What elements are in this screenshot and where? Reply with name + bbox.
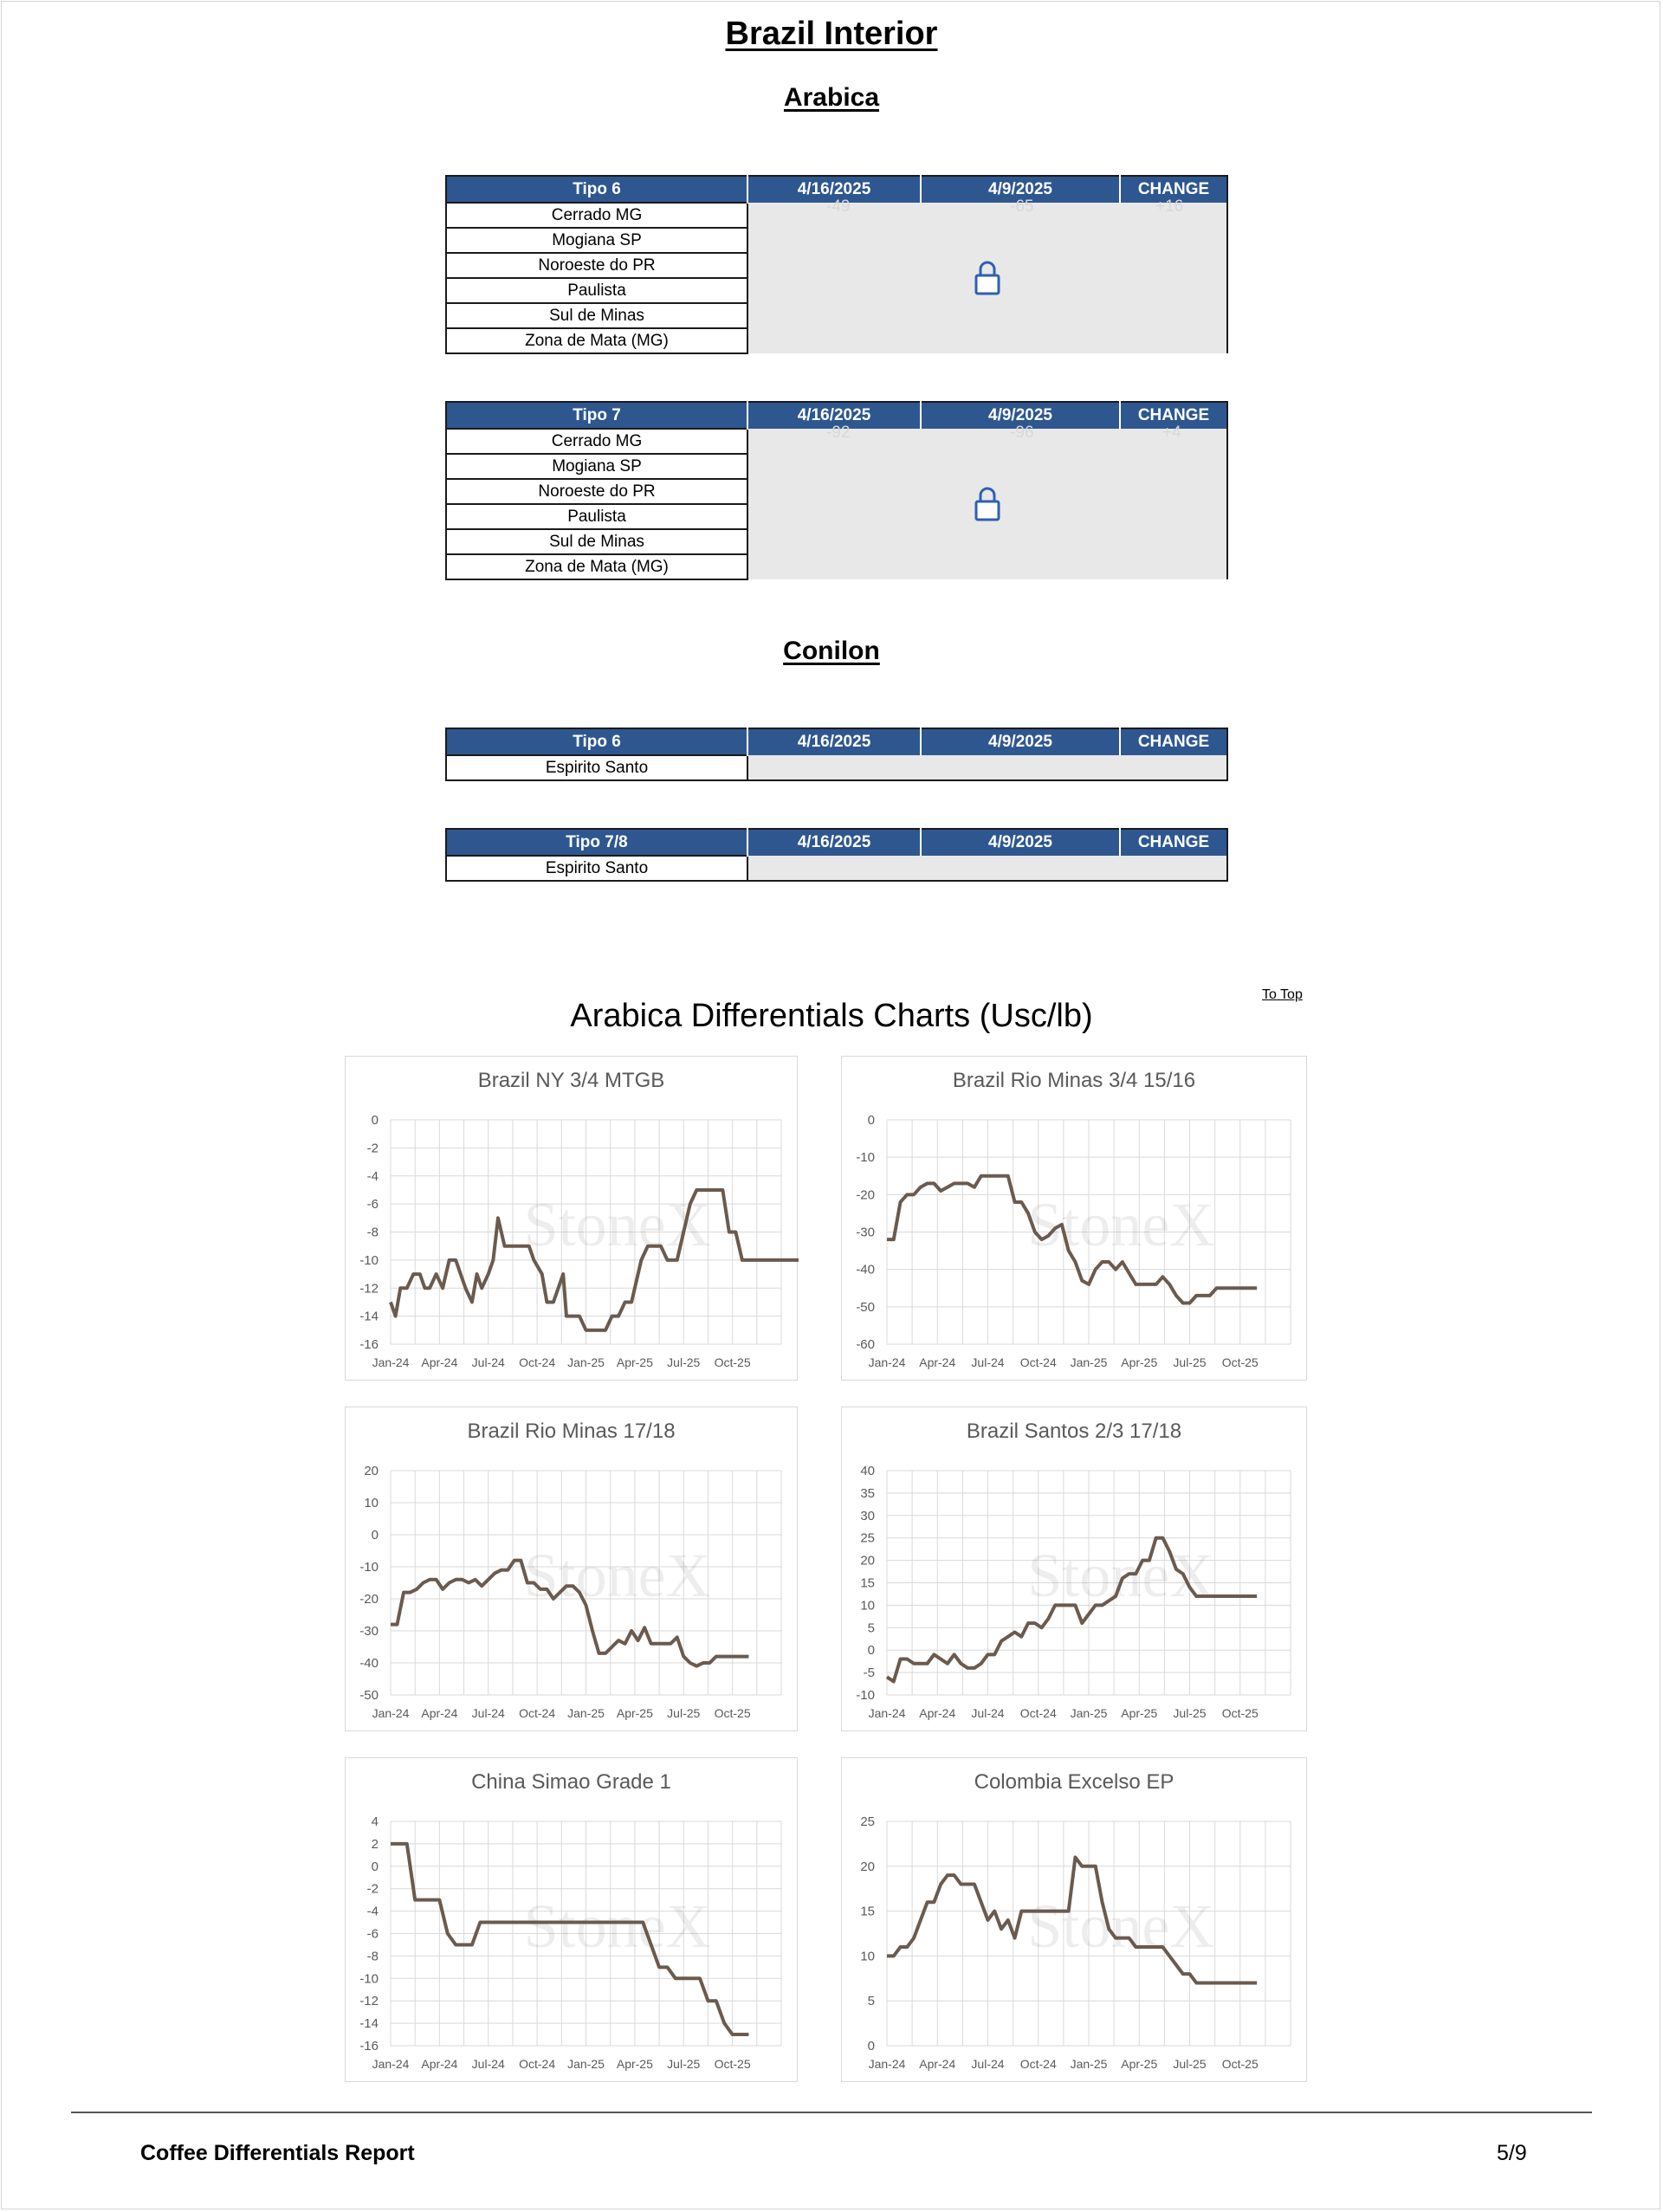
y-tick-label: -14 [359, 2016, 379, 2032]
faint-value: -49 [826, 197, 851, 216]
locked-area [747, 856, 1227, 881]
watermark: StoneX [1027, 1541, 1215, 1611]
x-tick-label: Jan-24 [372, 2057, 410, 2071]
y-tick-label: 30 [860, 1508, 875, 1523]
chart-title: Brazil Santos 2/3 17/18 [966, 1420, 1182, 1443]
x-tick-label: Oct-25 [714, 2057, 751, 2071]
table-row [446, 429, 1227, 454]
y-tick-label: 4 [371, 1814, 379, 1829]
y-tick-label: -10 [359, 1560, 379, 1575]
x-tick-label: Oct-25 [714, 1706, 751, 1720]
y-tick-label: -12 [359, 1994, 379, 2009]
row-label: Paulista [446, 504, 747, 529]
x-tick-label: Oct-24 [519, 2057, 556, 2071]
header-date-current: 4/16/2025 [747, 176, 921, 203]
x-tick-label: Jan-25 [567, 1706, 605, 1720]
locked-area [747, 424, 1227, 579]
x-tick-label: Apr-25 [1121, 1355, 1158, 1369]
header-date-previous: 4/9/2025 [921, 728, 1120, 755]
y-tick-label: 0 [867, 1113, 875, 1128]
faint-value: -92 [826, 424, 851, 442]
x-tick-label: Jul-24 [971, 1355, 1005, 1369]
x-tick-label: Jul-25 [1173, 1706, 1207, 1720]
footer-report-name: Coffee Differentials Report [140, 2141, 415, 2165]
y-tick-label: -14 [359, 1309, 379, 1324]
row-label: Zona de Mata (MG) [446, 328, 747, 353]
header-change: CHANGE [1120, 829, 1227, 856]
chart-panel [841, 1056, 1307, 1381]
header-change: CHANGE [1120, 728, 1227, 755]
x-tick-label: Jan-24 [372, 1706, 410, 1720]
chart-title: Brazil NY 3/4 MTGB [477, 1069, 665, 1092]
padlock-icon [974, 260, 1001, 296]
header-type: Tipo 7 [446, 402, 747, 429]
x-tick-label: Apr-24 [421, 1355, 458, 1369]
x-tick-label: Jan-24 [868, 1706, 906, 1720]
x-tick-label: Apr-24 [919, 1706, 956, 1720]
y-tick-label: -10 [359, 1971, 379, 1987]
chart-title: China Simao Grade 1 [471, 1770, 671, 1794]
chart-svg [346, 1758, 799, 2083]
x-tick-label: Jul-24 [471, 2057, 505, 2071]
row-label: Zona de Mata (MG) [446, 554, 747, 579]
table-header-row [446, 728, 1227, 755]
y-tick-label: -30 [359, 1624, 379, 1639]
x-tick-label: Apr-24 [919, 2057, 956, 2071]
y-tick-label: 40 [860, 1464, 875, 1478]
x-tick-label: Oct-25 [1221, 1706, 1259, 1720]
y-tick-label: 0 [867, 2039, 875, 2054]
x-tick-label: Oct-25 [1221, 1355, 1259, 1369]
y-tick-label: 35 [860, 1485, 875, 1501]
y-tick-label: 10 [364, 1496, 379, 1510]
x-tick-label: Apr-25 [616, 2057, 653, 2071]
x-tick-label: Jul-25 [1173, 2057, 1207, 2071]
y-tick-label: -30 [856, 1225, 875, 1240]
y-tick-label: -12 [359, 1281, 379, 1297]
y-tick-label: -20 [359, 1592, 379, 1607]
header-date-current: 4/16/2025 [747, 728, 921, 755]
padlock-icon [974, 486, 1001, 522]
row-label: Espirito Santo [446, 755, 747, 780]
watermark: StoneX [1027, 1190, 1215, 1260]
watermark: StoneX [523, 1541, 711, 1611]
x-tick-label: Oct-24 [519, 1706, 556, 1720]
chart-title: Brazil Rio Minas 3/4 15/16 [952, 1069, 1196, 1092]
y-tick-label: -6 [366, 1926, 379, 1942]
x-tick-label: Jul-24 [971, 1706, 1005, 1720]
y-tick-label: 2 [371, 1836, 379, 1852]
x-tick-label: Oct-25 [1221, 2057, 1259, 2071]
x-tick-label: Jul-25 [667, 1706, 701, 1720]
x-tick-label: Jan-25 [1070, 1706, 1108, 1720]
x-tick-label: Apr-24 [919, 1355, 956, 1369]
x-tick-label: Jan-24 [868, 2057, 906, 2071]
y-tick-label: 10 [860, 1949, 875, 1964]
y-tick-label: 0 [371, 1113, 379, 1128]
x-tick-label: Apr-25 [616, 1355, 653, 1369]
x-tick-label: Jan-25 [567, 2057, 605, 2071]
y-tick-label: -50 [856, 1299, 875, 1315]
table-header-row [446, 829, 1227, 856]
to-top-link[interactable]: To Top [1262, 987, 1303, 1002]
y-tick-label: -16 [359, 2039, 379, 2054]
watermark: StoneX [1027, 1892, 1215, 1962]
y-tick-label: -8 [366, 1949, 379, 1964]
header-date-previous: 4/9/2025 [921, 829, 1120, 856]
row-label: Mogiana SP [446, 228, 747, 253]
row-label: Paulista [446, 278, 747, 303]
footer-page-number: 5/9 [1497, 2141, 1527, 2165]
y-tick-label: -10 [856, 1150, 875, 1166]
x-tick-label: Jan-25 [567, 1355, 605, 1369]
x-tick-label: Jan-25 [1070, 1355, 1108, 1369]
y-tick-label: -2 [366, 1881, 379, 1897]
x-tick-label: Jul-25 [1173, 1355, 1207, 1369]
table-conilon-tipo6 [445, 728, 1228, 781]
y-tick-label: 25 [860, 1530, 875, 1546]
y-tick-label: -10 [359, 1252, 379, 1268]
y-tick-label: 5 [867, 1994, 875, 2009]
header-change: CHANGE [1120, 176, 1227, 203]
chart-panel [345, 1056, 798, 1381]
y-tick-label: -2 [366, 1141, 379, 1156]
faint-value: +4 [1162, 424, 1181, 442]
x-tick-label: Jan-24 [372, 1355, 410, 1369]
y-tick-label: -4 [366, 1168, 379, 1184]
chart-svg [346, 1057, 799, 1381]
chart-svg [842, 1758, 1308, 2083]
x-tick-label: Oct-24 [1019, 1706, 1057, 1720]
y-tick-label: 15 [860, 1904, 875, 1919]
header-date-previous: 4/9/2025 [921, 402, 1120, 429]
table-row [446, 203, 1227, 228]
watermark: StoneX [523, 1190, 711, 1260]
chart-panel [841, 1407, 1307, 1731]
y-tick-label: 5 [867, 1620, 875, 1636]
chart-svg [842, 1407, 1308, 1732]
y-tick-label: 25 [860, 1814, 875, 1829]
y-tick-label: -20 [856, 1187, 875, 1203]
faint-value: -96 [1010, 424, 1034, 442]
x-tick-label: Oct-24 [1019, 1355, 1057, 1369]
y-tick-label: -40 [359, 1656, 379, 1671]
row-label: Noroeste do PR [446, 253, 747, 278]
header-type: Tipo 6 [446, 176, 747, 203]
x-tick-label: Oct-24 [519, 1355, 556, 1369]
chart-svg [346, 1407, 799, 1732]
y-tick-label: -5 [863, 1665, 875, 1681]
y-tick-label: 20 [364, 1464, 379, 1478]
chart-title: Brazil Rio Minas 17/18 [467, 1420, 676, 1443]
y-tick-label: 10 [860, 1598, 875, 1614]
watermark: StoneX [523, 1892, 711, 1962]
y-tick-label: 0 [867, 1643, 875, 1659]
table-arabica-tipo7 [445, 401, 1228, 580]
x-tick-label: Jul-24 [971, 2057, 1005, 2071]
faint-value: -65 [1010, 197, 1034, 216]
locked-area [747, 197, 1227, 353]
y-tick-label: -60 [856, 1337, 875, 1352]
x-tick-label: Apr-24 [421, 1706, 458, 1720]
faint-value: +16 [1155, 197, 1184, 216]
x-tick-label: Oct-24 [1019, 2057, 1057, 2071]
y-tick-label: -50 [359, 1688, 379, 1703]
x-tick-label: Jul-24 [471, 1355, 505, 1369]
y-tick-label: -6 [366, 1197, 379, 1213]
x-tick-label: Apr-24 [421, 2057, 458, 2071]
table-row [446, 856, 1227, 881]
header-change: CHANGE [1120, 402, 1227, 429]
section-conilon: Conilon [783, 637, 880, 665]
x-tick-label: Jul-25 [667, 1355, 701, 1369]
footer-divider [71, 2112, 1592, 2113]
y-tick-label: -4 [366, 1904, 379, 1919]
locked-area [747, 755, 1227, 780]
page-title: Brazil Interior [725, 16, 938, 52]
y-tick-label: -16 [359, 1337, 379, 1352]
y-tick-label: 20 [860, 1859, 875, 1874]
x-tick-label: Apr-25 [616, 1706, 653, 1720]
table-arabica-tipo6 [445, 175, 1228, 354]
row-label: Sul de Minas [446, 303, 747, 328]
chart-panel [841, 1757, 1307, 2082]
y-tick-label: 15 [860, 1575, 875, 1591]
row-label: Mogiana SP [446, 454, 747, 479]
y-tick-label: 0 [371, 1528, 379, 1543]
y-tick-label: -40 [856, 1262, 875, 1277]
section-arabica: Arabica [783, 83, 880, 112]
y-tick-label: 0 [371, 1859, 379, 1874]
y-tick-label: -10 [856, 1688, 875, 1703]
chart-title: Colombia Excelso EP [974, 1770, 1174, 1794]
y-tick-label: 20 [860, 1553, 875, 1568]
header-type: Tipo 6 [446, 728, 747, 755]
x-tick-label: Jul-24 [471, 1706, 505, 1720]
header-date-current: 4/16/2025 [747, 402, 921, 429]
chart-svg [842, 1057, 1308, 1381]
row-label: Espirito Santo [446, 856, 747, 881]
header-type: Tipo 7/8 [446, 829, 747, 856]
x-tick-label: Oct-25 [714, 1355, 751, 1369]
chart-panel [345, 1757, 798, 2082]
header-date-previous: 4/9/2025 [921, 176, 1120, 203]
x-tick-label: Apr-25 [1121, 1706, 1158, 1720]
row-label: Sul de Minas [446, 529, 747, 554]
x-tick-label: Apr-25 [1121, 2057, 1158, 2071]
chart-panel [345, 1407, 798, 1731]
row-label: Cerrado MG [446, 429, 747, 454]
x-tick-label: Jan-24 [868, 1355, 906, 1369]
x-tick-label: Jul-25 [667, 2057, 701, 2071]
y-tick-label: -8 [366, 1225, 379, 1240]
x-tick-label: Jan-25 [1070, 2057, 1108, 2071]
table-conilon-tipo78 [445, 828, 1228, 882]
header-date-current: 4/16/2025 [747, 829, 921, 856]
table-row [446, 755, 1227, 780]
row-label: Noroeste do PR [446, 479, 747, 504]
charts-title: Arabica Differentials Charts (Usc/lb) [570, 998, 1093, 1034]
row-label: Cerrado MG [446, 203, 747, 228]
